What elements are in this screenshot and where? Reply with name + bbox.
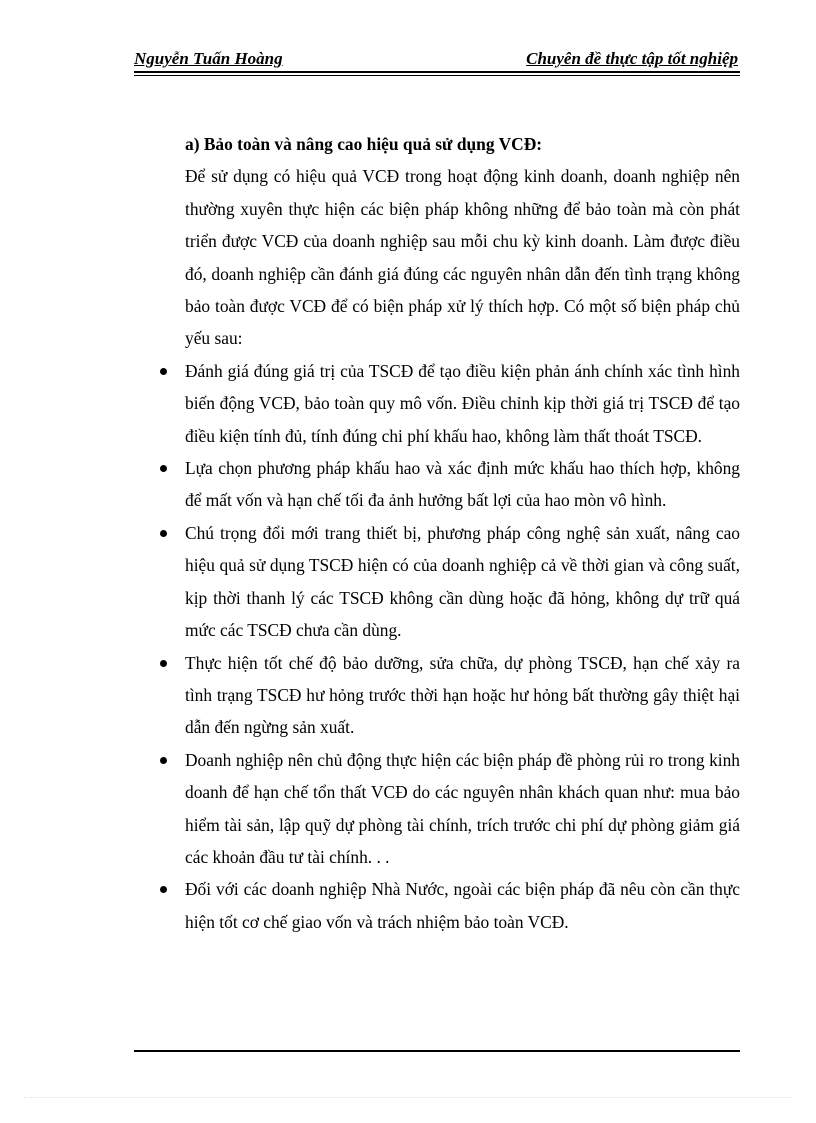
bullet-icon [160, 757, 167, 764]
bullet-item [185, 355, 740, 452]
bullet-icon [160, 465, 167, 472]
bullet-text: Thực hiện tốt chế độ bảo dưỡng, sửa chữa, dự phòng TSCĐ, hạn chế xảy ra tình trạng TSCĐ hư hỏng trước thời hạn hoặc hư hỏng bất thường gây thiệt hại dẫn đến ngừng sản xuất. [185, 652, 740, 738]
bullet-text: Đánh giá đúng giá trị của TSCĐ để tạo điều kiện phản ánh chính xác tình hình biến động VCĐ, bảo toàn quy mô vốn. Điều chỉnh kịp thời giá trị TSCĐ để tạo điều kiện tính đủ, tính đúng chi phí khấu hao, không làm thất thoát TSCĐ. [185, 360, 740, 446]
bullet-text: Lựa chọn phương pháp khấu hao và xác định mức khấu hao thích hợp, không để mất vốn và hạn chế tối đa ảnh hưởng bất lợi của hao mòn vô hình. [185, 458, 740, 511]
header-author: Nguyễn Tuấn Hoàng [134, 49, 283, 68]
intro-paragraph: Để sử dụng có hiệu quả VCĐ trong hoạt động kinh doanh, doanh nghiệp nên thường xuyên thực hiện các biện pháp không những để bảo toàn mà còn phát triển được VCĐ của doanh nghiệp sau mỗi chu kỳ kinh doanh. Làm được điều đó, doanh nghiệp cần đánh giá đúng các nguyên nhân dẫn đến tình trạng không bảo toàn được VCĐ để có biện pháp xử lý thích hợp. Có một số biện pháp chủ yếu sau: [185, 166, 740, 349]
header-rule-thick [134, 71, 740, 73]
bullet-item [185, 517, 740, 647]
bullet-item [185, 452, 740, 517]
header-rule-thin [134, 75, 740, 76]
page-body [185, 128, 740, 938]
bullet-icon [160, 530, 167, 537]
page-header [134, 47, 740, 71]
bullet-list [185, 355, 740, 938]
bullet-icon [160, 368, 167, 375]
bullet-item [185, 647, 740, 744]
header-title: Chuyên đề thực tập tốt nghiệp [526, 49, 738, 68]
bullet-text: Doanh nghiệp nên chủ động thực hiện các biện pháp đề phòng rủi ro trong kinh doanh để hạn chế tổn thất VCĐ do các nguyên nhân khách quan như: mua bảo hiểm tài sản, lập quỹ dự phòng tài chính, trích trước chi phí dự phòng giảm giá các khoản đầu tư tài chính. . . [185, 749, 740, 867]
bullet-text: Đối với các doanh nghiệp Nhà Nước, ngoài các biện pháp đã nêu còn cần thực hiện tốt cơ chế giao vốn và trách nhiệm bảo toàn VCĐ. [185, 879, 740, 932]
bullet-icon [160, 660, 167, 667]
bullet-text: Chú trọng đổi mới trang thiết bị, phương pháp công nghệ sản xuất, nâng cao hiệu quả sử dụng TSCĐ hiện có của doanh nghiệp cả về thời gian và công suất, kịp thời thanh lý các TSCĐ không cần dùng hoặc đã hỏng, không dự trữ quá mức các TSCĐ chưa cần dùng. [185, 522, 740, 641]
page-bottom-dotted-line [24, 1097, 792, 1098]
footer-rule [134, 1050, 740, 1052]
bullet-item [185, 873, 740, 938]
section-heading: a) Bảo toàn và nâng cao hiệu quả sử dụng VCĐ: [185, 134, 543, 154]
bullet-item [185, 744, 740, 874]
bullet-icon [160, 886, 167, 893]
